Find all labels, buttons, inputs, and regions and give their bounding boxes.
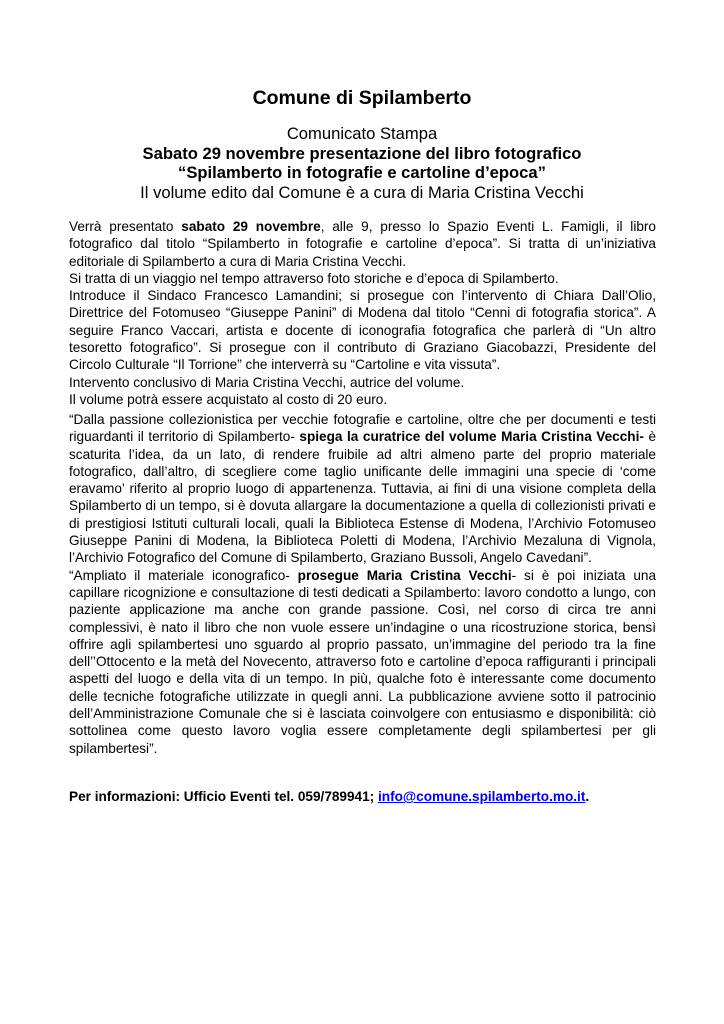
quote-bold-c: prosegue Maria Cristina Vecchi <box>297 567 512 583</box>
press-release-header <box>0 124 724 202</box>
paragraph-speakers: Introduce il Sindaco Francesco Lamandini; si prosegue con l’intervento di Chiara Dall’Olio, Direttrice del Fotomuseo “Giuseppe Panini” di Modena dal titolo “Cenni di fotografia storica”. A seguire Franco Vaccari, artista e docente di iconografia fotografica che parlerà di “Un altro tesoretto fotografico”. Si prosegue con il contributo di Graziano Giacobazzi, Presidente del Circolo Culturale “Il Torrione” che interverrà su “Cartoline e vita vissuta”. <box>69 288 656 373</box>
contact-info <box>69 788 656 805</box>
paragraph-intro <box>69 218 656 270</box>
contact-end: . <box>585 789 590 804</box>
header-label: Comunicato Stampa <box>286 124 438 143</box>
header-subtitle: Il volume edito dal Comune è a cura di Maria Cristina Vecchi <box>140 182 584 202</box>
paragraph-price: Il volume potrà essere acquistato al costo di 20 euro. <box>69 391 388 407</box>
quote-text-b: è scaturita l’idea, da un lato, di rendere fruibile ad altri almeno parte del proprio materiale fotografico, dall’altro, di scegliere come taglio unificante delle immagini una specie di ‘come eravamo’ riferito al proprio luogo di appartenenza. Tuttavia, ai fini di una visione completa della Spilamberto di un tempo, si è dovuta allargare la documentazione a quella di collezionisti privati e di prestigiosi Istituti culturali locali, quali la Biblioteca Estense di Modena, l’Archivio Fotomuseo Giuseppe Panini di Modena, la Biblioteca Poletti di Modena, l’Archivio Mezaluna di Vignola, l’Archivio Fotografico del Comune di Spilamberto, Graziano Bussoli, Angelo Cavedani”. <box>69 429 657 566</box>
contact-email-link[interactable]: info@comune.spilamberto.mo.it <box>377 789 586 804</box>
paragraph-conclusion: Intervento conclusivo di Maria Cristina Vecchi, autrice del volume. <box>69 374 465 390</box>
header-headline: Sabato 29 novembre presentazione del libro fotografico <box>142 143 582 163</box>
quote-text-a: “Dalla passione collezionistica per vecchie fotografie e cartoline, oltre che per documenti e testi riguardanti il territorio di Spilamberto- <box>69 412 656 445</box>
intro-text-b: , alle 9, presso lo Spazio Eventi L. Famigli, il libro fotografico dal titolo “Spilamberto in fotografie e cartoline d’epoca”. Si tratta di un’iniziativa editoriale di Spilamberto a cura di Maria Cristina Vecchi. <box>69 219 656 269</box>
contact-label: Per informazioni: Ufficio Eventi tel. 059/789941; <box>69 789 378 804</box>
page-title: Comune di Spilamberto <box>252 87 472 109</box>
paragraph-event-details <box>69 218 656 408</box>
quote-bold-a: spiega la curatrice del volume Maria Cristina Vecchi- <box>299 429 644 445</box>
intro-text-a: Verrà presentato <box>69 219 182 234</box>
paragraph-curator-quote <box>69 411 656 757</box>
quote-part-1 <box>69 411 656 567</box>
quote-part-2 <box>69 567 656 757</box>
intro-date: sabato 29 novembre <box>181 219 321 234</box>
paragraph-line-journey: Si tratta di un viaggio nel tempo attraverso foto storiche e d’epoca di Spilamberto. <box>69 270 559 286</box>
header-book-title: “Spilamberto in fotografie e cartoline d’epoca” <box>178 163 546 182</box>
quote-text-d: - si è poi iniziata una capillare ricognizione e consultazione di testi dedicati a Spilamberto: lavoro condotto a lungo, con paziente applicazione ma anche con grande passione. Così, nel corso di circa tre anni complessivi, è nato il libro che non vuole essere un’indagine o una ricostruzione storica, bensì offrire agli spilambertesi uno sguardo al proprio passato, un’immagine del periodo tra la fine dell’’Ottocento e la metà del Novecento, attraverso foto e cartoline d’epoca raffiguranti i principali aspetti del luogo e della vita di un tempo. In più, qualche foto è interessante come documento delle tecniche fotografiche utilizzate in quegli anni. La pubblicazione avviene sotto il patrocinio dell’Amministrazione Comunale che si è lasciata coinvolgere con entusiasmo e disponibilità: ciò sottolinea come questo lavoro voglia essere completamente degli spilambertesi per gli spilambertesi”. <box>69 567 657 756</box>
quote-text-c: “Ampliato il materiale iconografico- <box>69 567 298 583</box>
